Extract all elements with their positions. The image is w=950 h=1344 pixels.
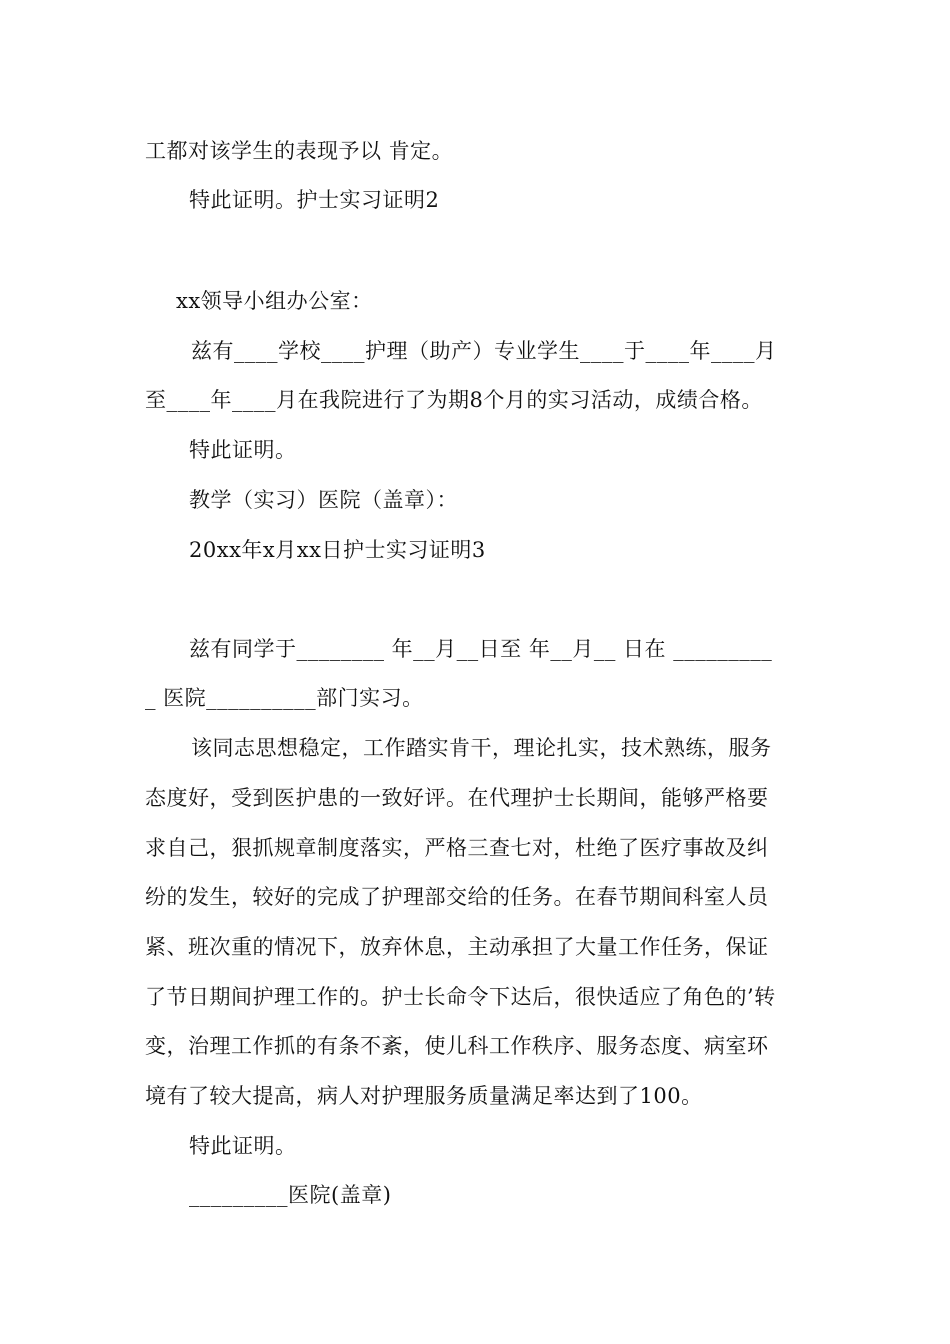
text-line: 至____年____月在我院进行了为期8个月的实习活动，成绩合格。	[145, 388, 763, 412]
text-line: _ 医院__________部门实习。	[145, 686, 424, 710]
text-line: 兹有____学校____护理（助产）专业学生____于____年____月	[191, 339, 777, 363]
text-line: 紧、班次重的情况下，放弃休息，主动承担了大量工作任务，保证	[145, 935, 769, 959]
text-line: 纷的发生，较好的完成了护理部交给的任务。在春节期间科室人员	[145, 885, 769, 909]
text-line: 兹有同学于________ 年__月__日至 年__月__ 日在 _________	[189, 637, 773, 661]
text-line: 特此证明。	[189, 438, 297, 462]
text-line: xx领导小组办公室：	[176, 289, 373, 313]
text-line: 态度好，受到医护患的一致好评。在代理护士长期间，能够严格要	[145, 786, 769, 810]
text-line: 求自己，狠抓规章制度落实，严格三查七对，杜绝了医疗事故及纠	[145, 836, 769, 860]
text-line: 工都对该学生的表现予以 肯定。	[145, 139, 454, 163]
text-line: 了节日期间护理工作的。护士长命令下达后，很快适应了角色的’转	[145, 985, 776, 1009]
text-line: _________医院(盖章)	[189, 1183, 392, 1207]
text-line: 20xx年x月xx日护士实习证明3	[189, 538, 486, 562]
text-line: 境有了较大提高，病人对护理服务质量满足率达到了100。	[145, 1084, 703, 1108]
text-line: 该同志思想稳定，工作踏实肯干，理论扎实，技术熟练，服务	[191, 736, 772, 760]
text-line: 特此证明。护士实习证明2	[189, 188, 440, 212]
text-line: 教学（实习）医院（盖章）：	[189, 488, 458, 512]
text-line: 变，治理工作抓的有条不紊，使儿科工作秩序、服务态度、病室环	[145, 1034, 769, 1058]
text-line: 特此证明。	[189, 1134, 297, 1158]
